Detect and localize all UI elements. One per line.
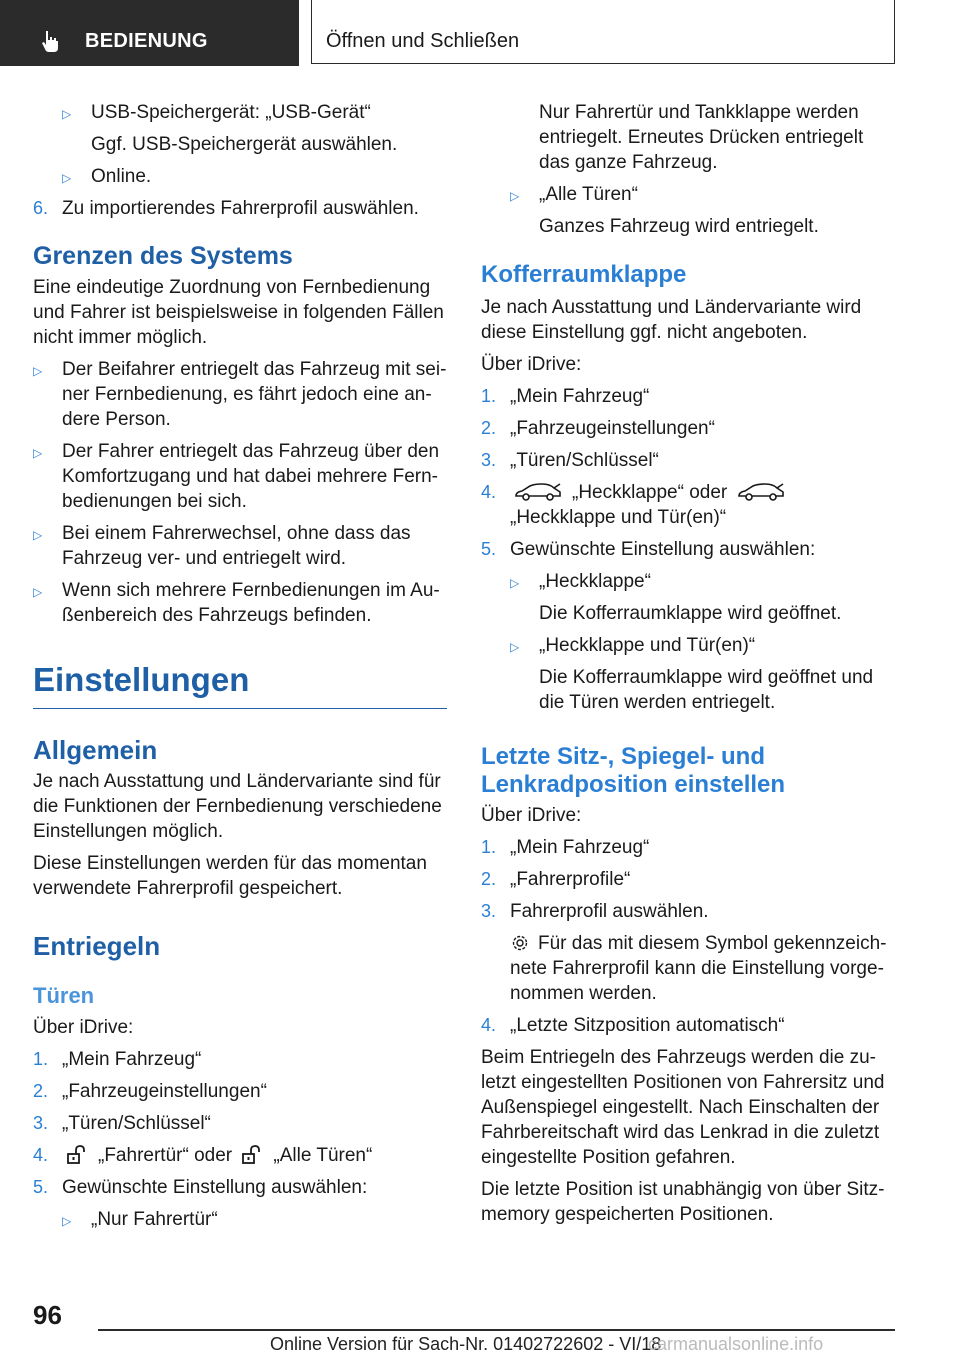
list-item: ▷ USB-Speichergerät: „USB-Gerät“	[33, 100, 447, 125]
triangle-bullet-icon: ▷	[62, 1214, 72, 1228]
unlock-icon	[66, 1145, 88, 1165]
triangle-bullet-icon: ▷	[33, 446, 43, 460]
heading-limits: Grenzen des Systems	[33, 242, 293, 270]
heading-unlock: Entriegeln	[33, 931, 161, 961]
triangle-bullet-icon: ▷	[510, 640, 520, 654]
footer-divider	[98, 1329, 895, 1331]
heading-last-position: Letzte Sitz-, Spiegel- und Lenkradposition einstellen	[481, 743, 786, 798]
heading-settings: Einstellungen	[33, 660, 447, 709]
car-tailgate-icon	[514, 482, 562, 502]
list-item-desc: Die Kofferraumklappe wird geöffnet und die Türen werden entriegelt.	[539, 667, 874, 713]
step-item: 1. „Mein Fahrzeug“	[33, 1049, 202, 1070]
triangle-bullet-icon: ▷	[62, 171, 72, 185]
note-paragraph: Für das mit diesem Symbol gekennzeichnete Fahrerprofil kann die Einstellung vorgenommen werden.	[510, 933, 887, 1004]
chapter-tab	[311, 0, 895, 64]
list-item: ▷ Bei einem Fahrerwechsel, ohne dass das Fahrzeug ver- und entriegelt wird.	[33, 523, 411, 569]
paragraph: Über iDrive:	[33, 1017, 134, 1038]
list-item: ▷ „Alle Türen“	[481, 182, 895, 207]
list-item-desc: Ggf. USB-Speichergerät auswählen.	[91, 134, 398, 155]
step-item: 3. „Türen/Schlüssel“	[33, 1113, 211, 1134]
triangle-bullet-icon: ▷	[62, 107, 72, 121]
step-item: 4. „Heckklappe“ oder „Heckklappe und Tür(en)“	[481, 480, 895, 530]
chapter-title: Öffnen und Schließen	[326, 30, 520, 52]
triangle-bullet-icon: ▷	[33, 585, 43, 599]
step-item: 3. Fahrerprofil auswählen.	[481, 901, 709, 922]
triangle-bullet-icon: ▷	[33, 528, 43, 542]
step-item: 6. Zu importierendes Fahrerprofil auswählen.	[33, 198, 419, 219]
left-column	[33, 100, 447, 1239]
gear-icon	[510, 933, 530, 953]
triangle-bullet-icon: ▷	[510, 189, 520, 203]
list-item: ▷ Online.	[33, 164, 447, 189]
list-item-desc: Die Kofferraumklappe wird geöffnet.	[539, 603, 842, 624]
unlock-icon	[241, 1145, 263, 1165]
paragraph: Je nach Ausstattung und Ländervariante sind für die Funktionen der Fernbedienung verschiedene Einstellungen möglich.	[33, 771, 442, 842]
step-item: 2. „Fahrzeugeinstellungen“	[481, 418, 715, 439]
list-item-desc: Ganzes Fahrzeug wird entriegelt.	[539, 216, 819, 237]
hand-icon	[38, 28, 64, 54]
watermark: carmanualsonline.info	[648, 1334, 824, 1354]
page-header	[0, 0, 960, 66]
right-column	[481, 100, 895, 1234]
paragraph: Eine eindeutige Zuordnung von Fernbedienung und Fahrer ist beispielsweise in folgenden Fällen nicht immer möglich.	[33, 277, 444, 348]
step-item: 5. Gewünschte Einstellung auswählen:	[33, 1177, 368, 1198]
section-tab	[0, 0, 299, 66]
step-item: 1. „Mein Fahrzeug“	[481, 386, 650, 407]
footer-text: Online Version für Sach-Nr. 01402722602 - VI/18	[270, 1334, 662, 1354]
car-tailgate-icon	[737, 482, 785, 502]
paragraph: Die letzte Position ist unabhängig von über Sitzmemory gespeicherten Positionen.	[481, 1179, 885, 1225]
step-item: 2. „Fahrzeugeinstellungen“	[33, 1081, 267, 1102]
step-item: 4. „Letzte Sitzposition automatisch“	[481, 1015, 785, 1036]
page-number: 96	[33, 1300, 62, 1330]
list-item: ▷ „Heckklappe“	[481, 569, 895, 594]
heading-doors: Türen	[33, 983, 95, 1008]
step-item: 3. „Türen/Schlüssel“	[481, 450, 659, 471]
triangle-bullet-icon: ▷	[510, 576, 520, 590]
heading-general: Allgemein	[33, 735, 158, 765]
footer	[270, 1334, 824, 1355]
list-item: ▷ Wenn sich mehrere Fernbedienungen im Außenbereich des Fahrzeugs befinden.	[33, 580, 440, 626]
list-item: ▷ „Nur Fahrertür“	[33, 1207, 447, 1232]
paragraph: Je nach Ausstattung und Ländervariante wird diese Einstellung ggf. nicht angeboten.	[481, 297, 862, 343]
step-item: 5. Gewünschte Einstellung auswählen:	[481, 539, 816, 560]
section-title: BEDIENUNG	[85, 30, 208, 52]
list-item: ▷ Der Fahrer entriegelt das Fahrzeug über den Komfortzugang und hat dabei mehrere Fernbedienungen bei sich.	[33, 441, 440, 512]
triangle-bullet-icon: ▷	[33, 364, 43, 378]
paragraph: Über iDrive:	[481, 805, 582, 826]
step-item: 1. „Mein Fahrzeug“	[481, 837, 650, 858]
list-item: ▷ „Heckklappe und Tür(en)“	[481, 633, 895, 658]
heading-trunk: Kofferraumklappe	[481, 261, 687, 288]
paragraph: Diese Einstellungen werden für das momentan verwendete Fahrerprofil gespeichert.	[33, 853, 427, 899]
step-item: 2. „Fahrerprofile“	[481, 869, 631, 890]
paragraph: Beim Entriegeln des Fahrzeugs werden die zuletzt eingestellten Positionen von Fahrersitz und Außenspiegel eingestellt. Nach Einschalten der Fahrbereitschaft wird das Lenkrad in die zuletzt eingestellte Position gefahren.	[481, 1047, 885, 1168]
list-item: ▷ Der Beifahrer entriegelt das Fahrzeug mit seiner Fernbedienung, es fährt jedoch eine andere Person.	[33, 359, 447, 430]
paragraph: Über iDrive:	[481, 354, 582, 375]
step-item: 4. „Fahrertür“ oder „Alle Türen“	[33, 1145, 373, 1166]
list-item-desc: Nur Fahrertür und Tankklappe werden entriegelt. Erneutes Drücken entriegelt das ganze Fahrzeug.	[539, 102, 864, 173]
